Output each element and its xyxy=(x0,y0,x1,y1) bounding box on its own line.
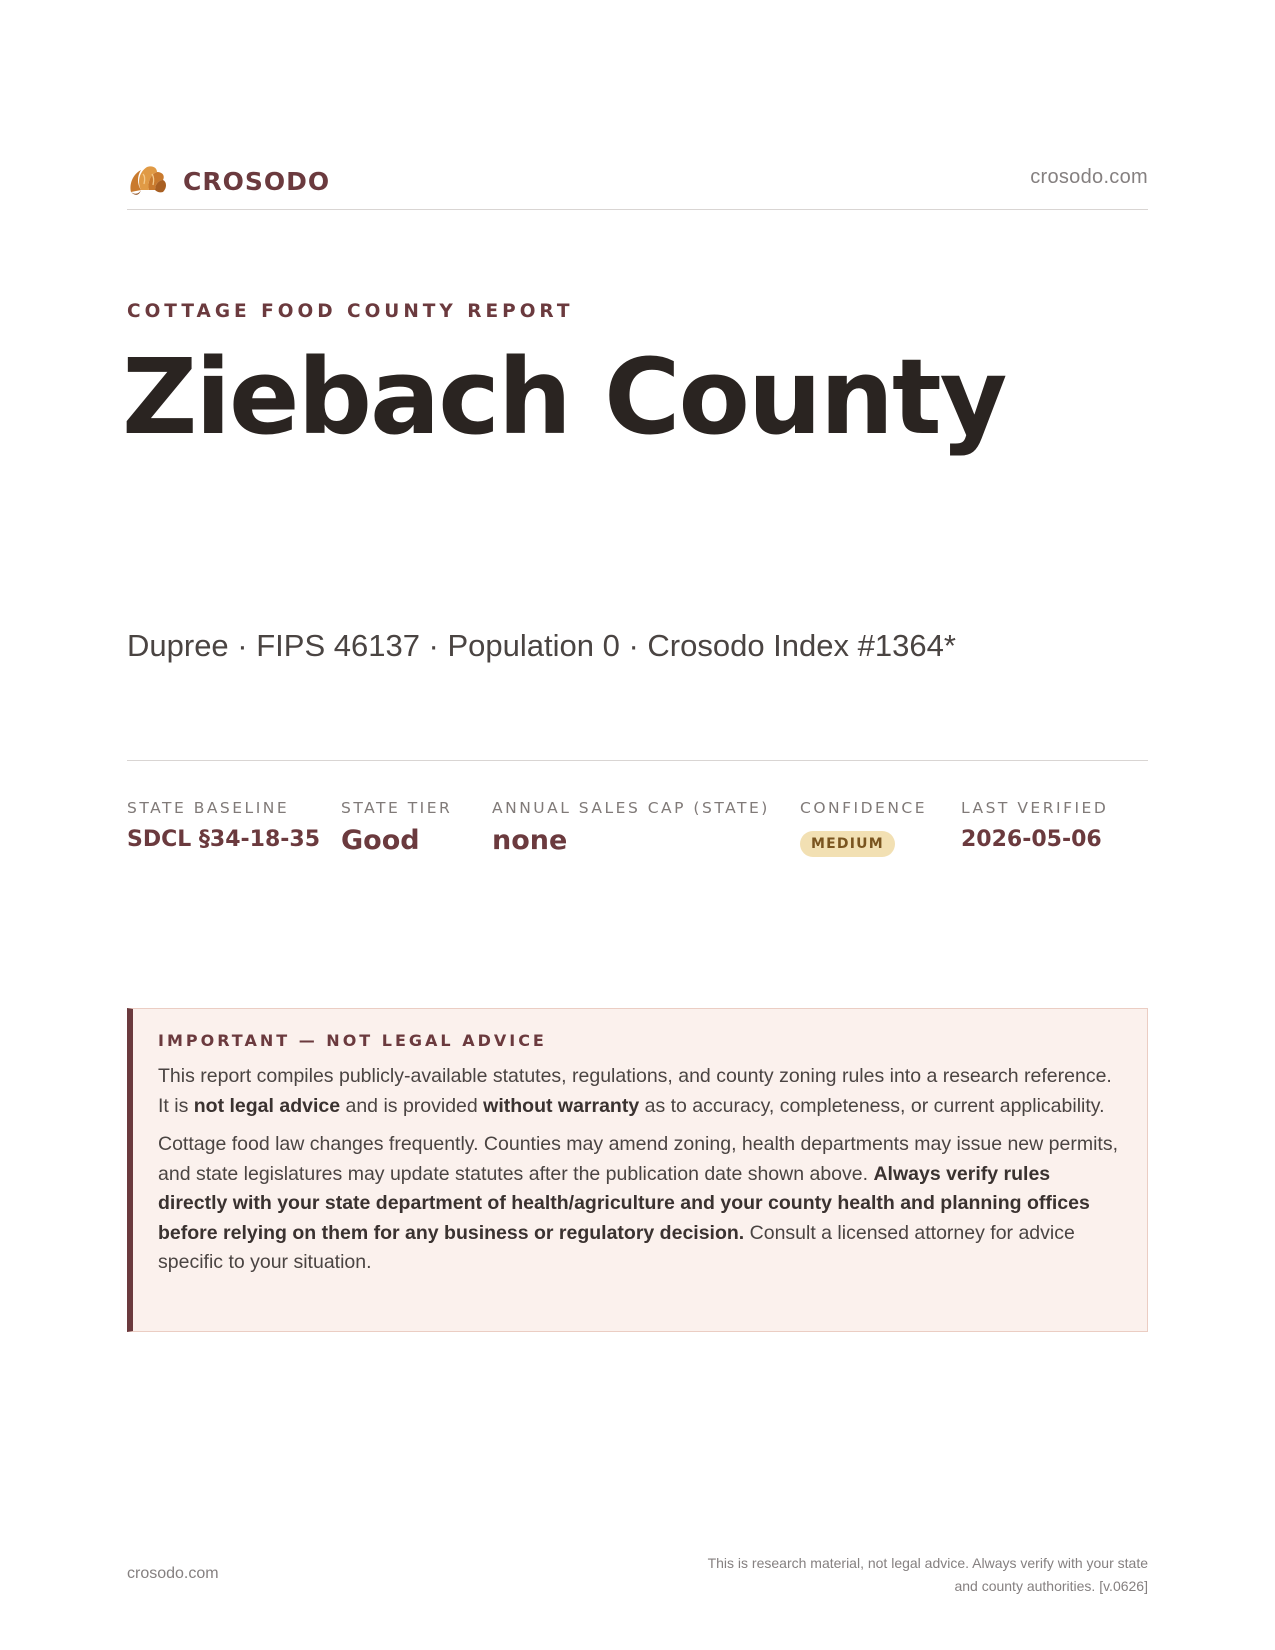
stats-row xyxy=(127,760,1148,856)
stat-label: LAST VERIFIED xyxy=(961,799,1109,817)
notice-emphasis: without warranty xyxy=(483,1094,640,1117)
notice-text: as to accuracy, completeness, or current applicability. xyxy=(639,1094,1105,1117)
stat-state-tier xyxy=(341,799,452,856)
report-page xyxy=(122,0,1148,1650)
notice-text: and is provided xyxy=(340,1094,484,1117)
notice-emphasis: Always verify rules directly with your state department of health/agriculture and your county health and planning offices before relying on them for any business or regulatory decision. xyxy=(158,1162,1090,1244)
notice-text: This report compiles publicly-available statutes, regulations, and county zoning rules into a research reference. It is xyxy=(158,1065,1112,1117)
notice-emphasis: not legal advice xyxy=(193,1094,341,1117)
brand-name: CROSODO xyxy=(183,166,331,196)
stat-confidence xyxy=(800,799,927,857)
footer-disclaimer xyxy=(628,1552,1148,1598)
confidence-badge: MEDIUM xyxy=(800,831,895,857)
brand[interactable] xyxy=(127,162,330,200)
croissant-icon xyxy=(127,162,169,200)
page-header xyxy=(127,158,1148,210)
stat-state-baseline xyxy=(127,799,320,852)
notice-text: Consult a licensed attorney for advice specific to your situation. xyxy=(158,1221,1075,1273)
notice-title: IMPORTANT — NOT LEGAL ADVICE xyxy=(158,1031,547,1050)
footer-site-link[interactable]: crosodo.com xyxy=(127,1565,219,1582)
stat-label: CONFIDENCE xyxy=(800,799,928,817)
footer-disclaimer-line: and county authorities. [v.0626] xyxy=(954,1578,1148,1594)
stat-value: SDCL §34-18-35 xyxy=(127,827,321,852)
page-title: Ziebach County xyxy=(122,336,1006,458)
notice-text: Cottage food law changes frequently. Counties may amend zoning, health departments may issue new permits, and state legislatures may update statutes after the publication date shown above. xyxy=(158,1133,1118,1185)
stat-value: 2026-05-06 xyxy=(961,827,1102,852)
footer-disclaimer-line: This is research material, not legal advice. Always verify with your state xyxy=(707,1555,1148,1571)
notice-paragraph-2 xyxy=(158,1130,1123,1278)
notice-paragraph-1 xyxy=(158,1062,1123,1121)
stat-label: STATE TIER xyxy=(341,799,453,817)
legal-notice xyxy=(127,1008,1148,1332)
stat-value: Good xyxy=(341,825,420,856)
site-link[interactable]: crosodo.com xyxy=(1030,166,1148,188)
report-subtitle: Dupree · FIPS 46137 · Population 0 · Crosodo Index #1364* xyxy=(127,628,956,663)
stat-label: STATE BASELINE xyxy=(127,799,290,817)
stat-label: ANNUAL SALES CAP (STATE) xyxy=(492,799,770,817)
stat-annual-sales-cap xyxy=(492,799,770,856)
stat-last-verified xyxy=(961,799,1108,852)
stat-value: none xyxy=(492,825,568,856)
report-eyebrow: COTTAGE FOOD COUNTY REPORT xyxy=(127,301,574,322)
